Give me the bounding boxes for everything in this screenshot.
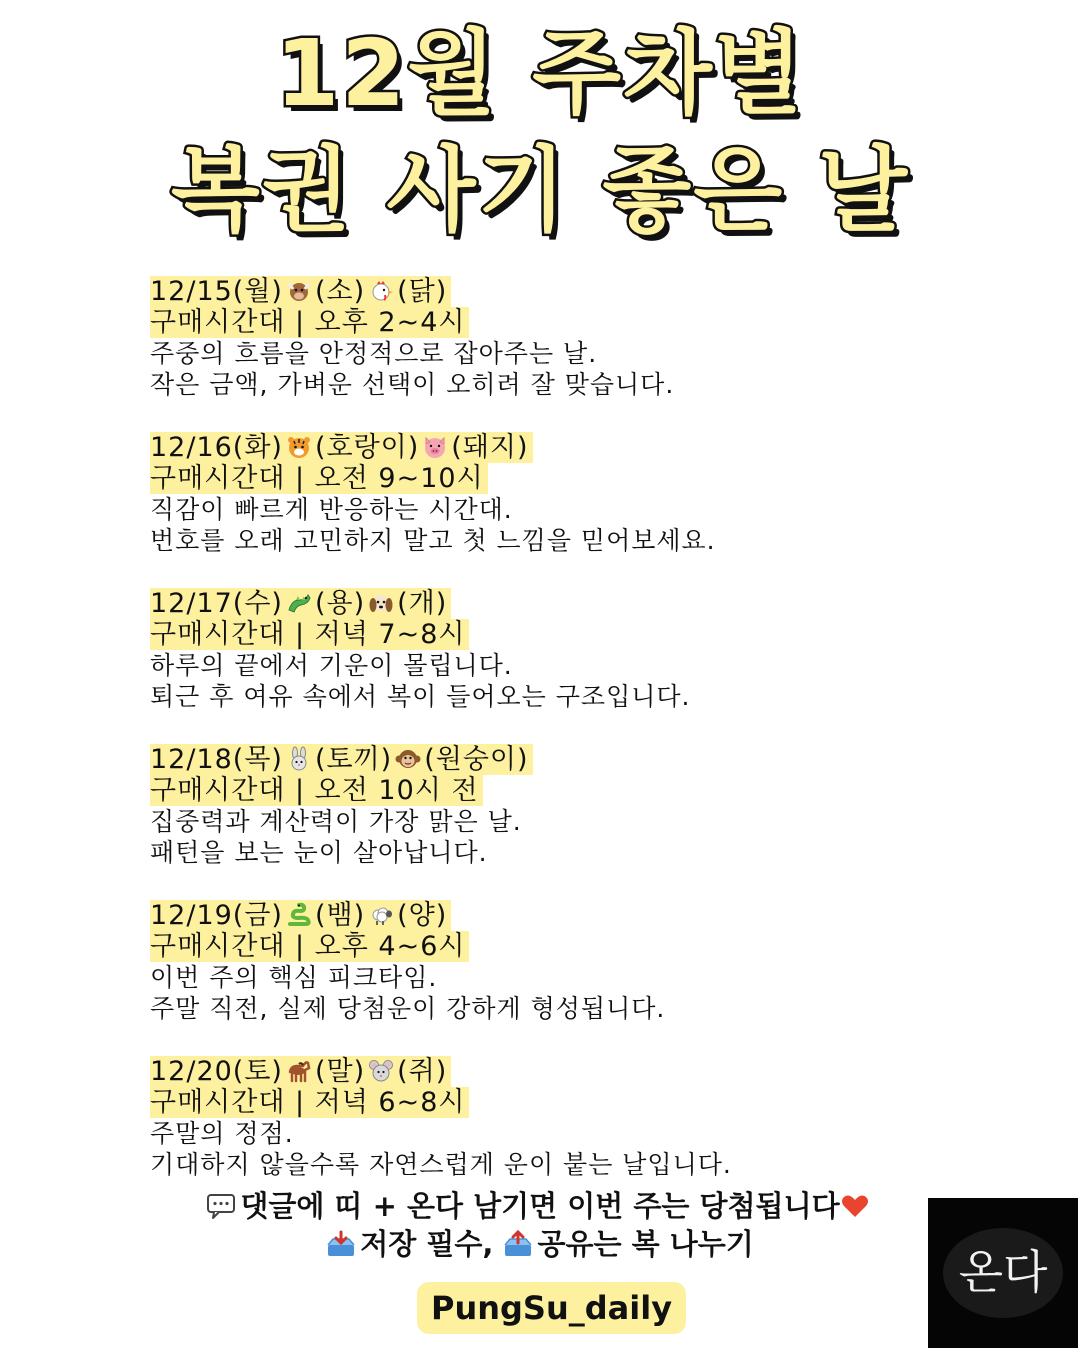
description-line: 작은 금액, 가벼운 선택이 오히려 잘 맞습니다.	[150, 370, 675, 399]
day-entry	[150, 1056, 1030, 1180]
date-label: 12/17(수)	[150, 588, 283, 619]
horse-icon	[286, 1058, 312, 1084]
day-entry	[150, 900, 1030, 1024]
page-title-line-2: 복권 사기 좋은 날	[170, 137, 910, 244]
date-header	[150, 432, 533, 463]
day-entry	[150, 276, 1030, 400]
description-line: 기대하지 않을수록 자연스럽게 운이 붙는 날입니다.	[150, 1150, 732, 1179]
speech-bubble-icon	[206, 1192, 236, 1220]
description-line: 퇴근 후 여유 속에서 복이 들어오는 구조입니다.	[150, 682, 691, 711]
purchase-time: 구매시간대 | 오전 10시 전	[150, 775, 483, 806]
description-line: 번호를 오래 고민하지 말고 첫 느낌을 믿어보세요.	[150, 526, 716, 555]
page-title-line-1: 12월 주차별	[275, 20, 805, 127]
date-header	[150, 744, 533, 775]
comment-cta-text: 댓글에 띠 + 온다 남기면 이번 주는 당첨됩니다	[240, 1189, 840, 1223]
rooster-icon	[368, 278, 394, 304]
date-header	[150, 900, 451, 931]
animal-label: (토끼)	[314, 744, 393, 775]
mouse-icon	[368, 1058, 394, 1084]
animal-label: (닭)	[397, 276, 448, 307]
animal-label: (양)	[397, 900, 448, 931]
date-label: 12/16(화)	[150, 432, 283, 463]
description-line: 주말의 정점.	[150, 1119, 294, 1148]
share-text: 공유는 복 나누기	[537, 1227, 754, 1261]
purchase-time: 구매시간대 | 저녁 7~8시	[150, 619, 469, 650]
date-header	[150, 1056, 451, 1087]
purchase-time: 구매시간대 | 오전 9~10시	[150, 463, 488, 494]
description-line: 패턴을 보는 눈이 살아납니다.	[150, 838, 488, 867]
purchase-time: 구매시간대 | 저녁 6~8시	[150, 1087, 469, 1118]
purchase-time: 구매시간대 | 오후 2~4시	[150, 307, 469, 338]
ox-icon	[286, 278, 312, 304]
day-list	[150, 276, 1030, 1212]
date-label: 12/18(목)	[150, 744, 283, 775]
animal-label: (돼지)	[451, 432, 529, 463]
description-line: 직감이 빠르게 반응하는 시간대.	[150, 495, 513, 524]
sheep-icon	[368, 902, 394, 928]
animal-label: (개)	[397, 588, 448, 619]
animal-label: (호랑이)	[314, 432, 420, 463]
inbox-download-icon	[326, 1230, 356, 1258]
date-header	[150, 276, 451, 307]
brand-handle: PungSu_daily	[417, 1282, 686, 1334]
animal-label: (쥐)	[397, 1056, 448, 1087]
snake-icon	[286, 902, 312, 928]
description-line: 이번 주의 핵심 피크타임.	[150, 963, 438, 992]
day-entry	[150, 432, 1030, 556]
day-entry	[150, 744, 1030, 868]
onda-logo	[928, 1198, 1078, 1348]
save-text: 저장 필수,	[360, 1227, 494, 1261]
comment-call-to-action	[0, 1184, 1080, 1225]
description-line: 집중력과 계산력이 가장 맑은 날.	[150, 807, 522, 836]
day-entry	[150, 588, 1030, 712]
rabbit-icon	[286, 746, 312, 772]
monkey-icon	[395, 746, 421, 772]
logo-text: 온다	[958, 1245, 1048, 1299]
save-share-line	[0, 1222, 1080, 1263]
dog-icon	[368, 590, 394, 616]
animal-label: (용)	[314, 588, 366, 619]
animal-label: (원숭이)	[424, 744, 529, 775]
date-label: 12/19(금)	[150, 900, 283, 931]
description-line: 주중의 흐름을 안정적으로 잡아주는 날.	[150, 339, 598, 368]
date-header	[150, 588, 451, 619]
purchase-time: 구매시간대 | 오후 4~6시	[150, 931, 469, 962]
date-label: 12/20(토)	[150, 1056, 283, 1087]
tiger-icon	[286, 434, 312, 460]
dragon-icon	[286, 590, 312, 616]
outbox-upload-icon	[503, 1230, 533, 1258]
description-line: 주말 직전, 실제 당첨운이 강하게 형성됩니다.	[150, 994, 666, 1023]
animal-label: (소)	[314, 276, 366, 307]
description-line: 하루의 끝에서 기운이 몰립니다.	[150, 651, 513, 680]
animal-label: (말)	[314, 1056, 366, 1087]
date-label: 12/15(월)	[150, 276, 283, 307]
heart-icon	[840, 1192, 870, 1220]
pig-icon	[422, 434, 448, 460]
animal-label: (뱀)	[314, 900, 366, 931]
